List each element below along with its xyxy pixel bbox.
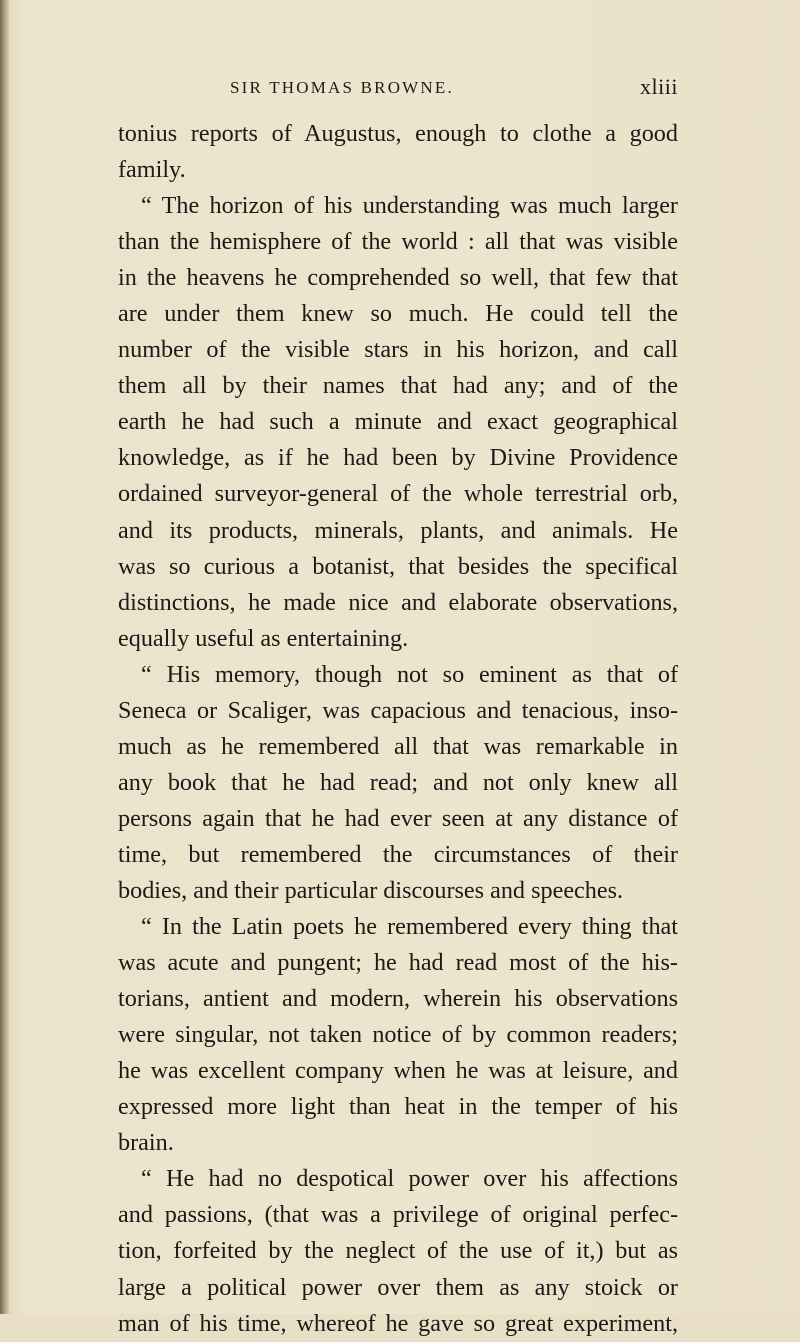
text-line: “ The horizon of his understanding was much larger [141, 192, 678, 220]
text-line: earth he had such a minute and exact geographical [118, 408, 678, 436]
text-line: ordained surveyor-general of the whole terrestrial orb, [118, 480, 678, 508]
text-line: “ His memory, though not so eminent as that of [141, 660, 678, 688]
text-line: than the hemisphere of the world : all that was visible [118, 228, 678, 256]
text-line: were singular, not taken notice of by common readers; [118, 1021, 678, 1049]
running-title: SIR THOMAS BROWNE. [230, 78, 454, 97]
running-head [118, 74, 678, 104]
text-line: distinctions, he made nice and elaborate observations, [118, 588, 678, 616]
text-line: persons again that he had ever seen at any distance of [118, 804, 678, 832]
body-text [118, 116, 678, 1342]
text-line: tonius reports of Augustus, enough to clothe a good [118, 120, 678, 147]
text-line: bodies, and their particular discourses and speeches. [118, 876, 624, 904]
text-line: in the heavens he comprehended so well, that few that [118, 264, 678, 292]
text-line: much as he remembered all that was remarkable in [118, 732, 678, 760]
text-line: them all by their names that had any; and of the [118, 372, 678, 400]
text-line: expressed more light than heat in the temper of his [118, 1093, 678, 1121]
text-line: family. [118, 156, 186, 184]
text-line: and its products, minerals, plants, and animals. He [118, 516, 678, 544]
text-line: “ In the Latin poets he remembered every thing that [141, 913, 678, 941]
text-line: was so curious a botanist, that besides the specifical [118, 552, 678, 580]
text-line: equally useful as entertaining. [118, 624, 409, 652]
text-line: brain. [118, 1129, 174, 1157]
text-line: man of his time, whereof he gave so great experiment, [118, 1309, 678, 1337]
page-number: xliii [640, 74, 678, 99]
text-line: knowledge, as if he had been by Divine Providence [118, 444, 678, 472]
text-line: torians, antient and modern, wherein his observations [118, 985, 678, 1013]
text-line: number of the visible stars in his horizon, and call [118, 336, 678, 364]
text-line: he was excellent company when he was at leisure, and [118, 1057, 678, 1085]
text-line: any book that he had read; and not only knew all [118, 768, 678, 796]
text-line: “ He had no despotical power over his affections [141, 1165, 678, 1193]
page-binding-edge [0, 0, 9, 1314]
text-line: are under them knew so much. He could tell the [118, 300, 678, 328]
text-line: was acute and pungent; he had read most of the his- [118, 949, 678, 977]
text-line: large a political power over them as any stoick or [118, 1273, 678, 1301]
text-line: Seneca or Scaliger, was capacious and tenacious, inso- [118, 696, 678, 724]
text-line: and passions, (that was a privilege of original perfec- [118, 1201, 678, 1229]
text-line: tion, forfeited by the neglect of the use of it,) but as [118, 1237, 678, 1265]
text-line: time, but remembered the circumstances of their [118, 840, 678, 868]
